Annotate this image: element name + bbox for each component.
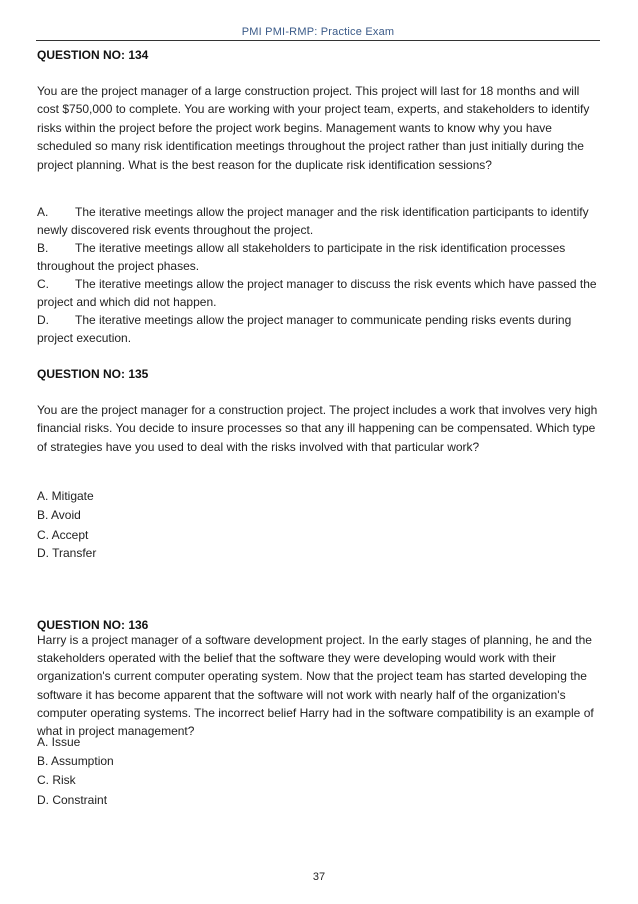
question-136-option-d: D. Constraint: [37, 793, 108, 807]
question-135-option-c: C. Accept: [37, 528, 89, 542]
page-header: [36, 26, 600, 41]
option-text: The iterative meetings allow the project manager and the risk identification participants to identify newly discovered risk events throughout the project.: [37, 205, 589, 237]
option-text: The iterative meetings allow the project manager to communicate pending risks events during project execution.: [37, 313, 572, 345]
question-134-title: QUESTION NO: 134: [37, 48, 149, 62]
question-134-option-d: [37, 312, 603, 347]
option-text: The iterative meetings allow the project manager to discuss the risk events which have passed the project and which did not happen.: [37, 277, 597, 309]
question-135-option-d: D. Transfer: [37, 546, 97, 560]
option-letter: C.: [37, 277, 49, 291]
question-136-title: QUESTION NO: 136: [37, 618, 149, 632]
option-letter: D.: [37, 313, 49, 327]
question-134-option-a: [37, 204, 603, 239]
question-135-option-b: B. Avoid: [37, 508, 81, 522]
option-letter: A.: [37, 205, 49, 219]
question-136-option-c: C. Risk: [37, 773, 76, 787]
option-letter: B.: [37, 241, 49, 255]
question-135-title: QUESTION NO: 135: [37, 367, 149, 381]
question-136-option-b: B. Assumption: [37, 754, 114, 768]
question-136-option-a: A. Issue: [37, 735, 81, 749]
question-134-text: You are the project manager of a large construction project. This project will last for 18 months and will cost $750,000 to complete. You are working with your project team, experts, and stakeholders to identify risks within the project before the project work begins. Management wants to know why you have scheduled so many risk identification meetings throughout the project rather than just initially during the project planning. What is the best reason for the duplicate risk identification sessions?: [37, 84, 590, 172]
question-135-text: You are the project manager for a construction project. The project includes a work that involves very high financial risks. You decide to insure processes so that any ill happening can be compensated. Which type of strategies have you used to deal with the risks involved with that particular work?: [37, 403, 598, 454]
header-title: PMI PMI-RMP: Practice Exam: [241, 26, 395, 38]
question-134-option-b: [37, 240, 603, 275]
page-number: 37: [312, 871, 326, 883]
question-136-text: Harry is a project manager of a software development project. In the early stages of planning, he and the stakeholders operated with the belief that the software they were developing would work with their organization's current computer operating system. Now that the project team has started developing the software it has become apparent that the software will not work with nearly half of the organization's computer operating systems. The incorrect belief Harry had in the software compatibility is an example of what in project management?: [37, 633, 594, 739]
option-text: The iterative meetings allow all stakeholders to participate in the risk identification processes throughout the project phases.: [37, 241, 566, 273]
question-135-option-a: A. Mitigate: [37, 489, 94, 503]
question-134-option-c: [37, 276, 603, 311]
